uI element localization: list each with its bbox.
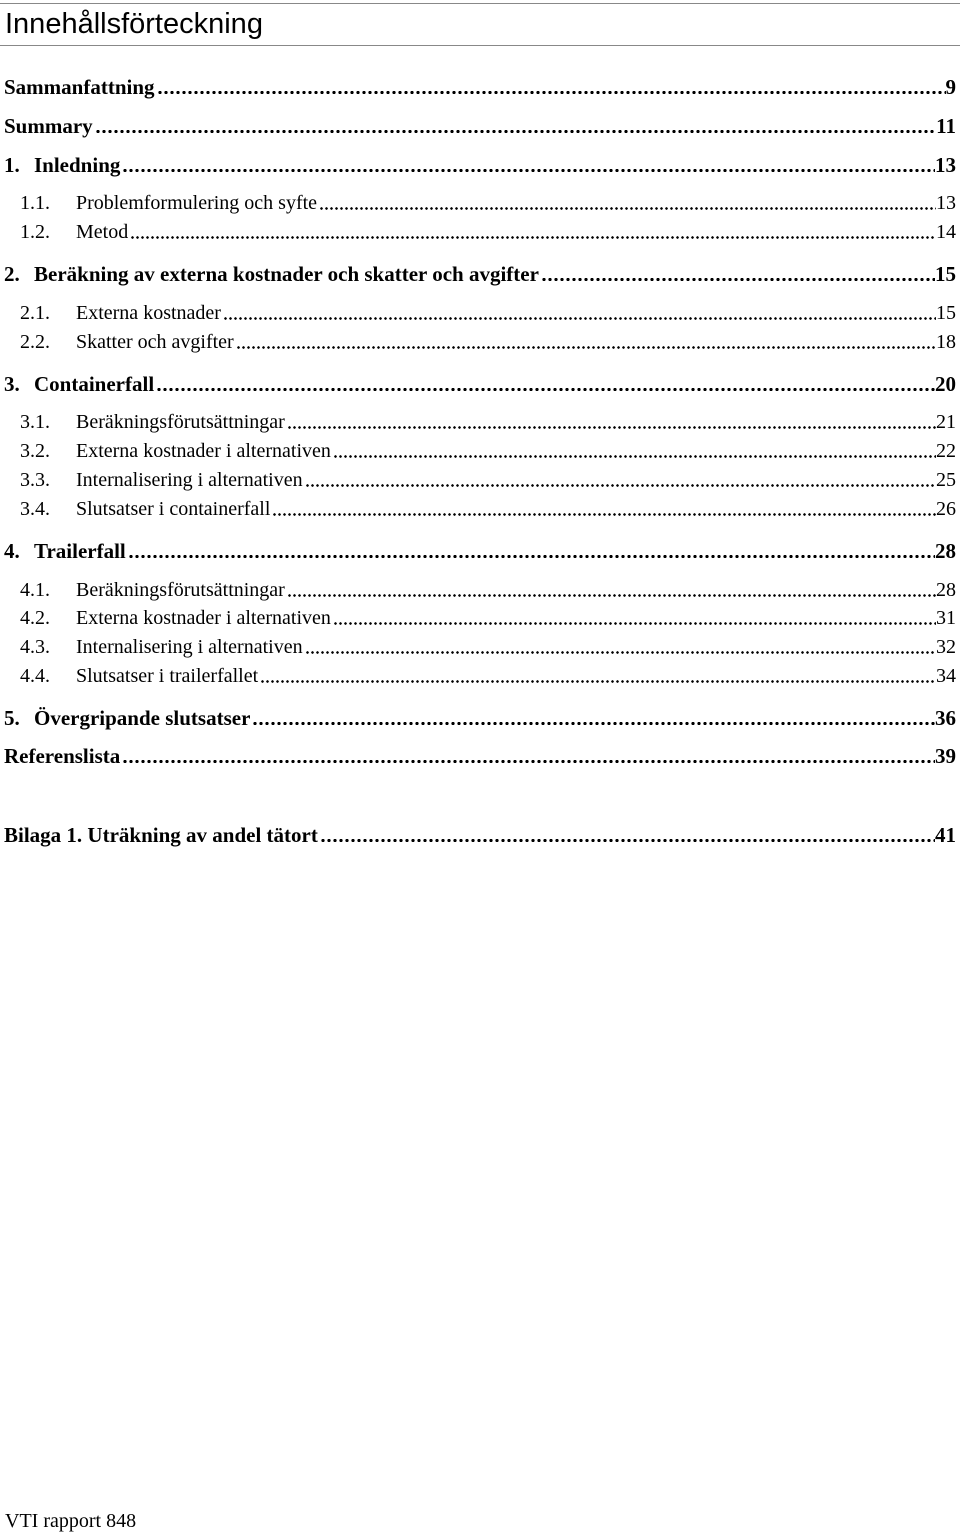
title-rule [0,45,960,46]
toc-entry-label: Övergripande slutsatser [34,706,251,730]
dot-leader [252,722,935,725]
toc-entry-label: Externa kostnader [76,302,221,324]
toc-entry-page: 20 [935,372,956,396]
toc-entry[interactable] [4,150,956,178]
dot-leader [333,455,936,458]
toc-entry-page: 11 [936,114,956,138]
toc-entry[interactable] [20,188,956,216]
toc-entry-number: 1.1. [20,192,50,214]
toc-entry-number: 3.2. [20,440,50,462]
dot-leader [333,622,936,625]
toc-entry-label: Externa kostnader i alternativen [76,440,331,462]
dot-leader [236,346,936,349]
toc-entry-page: 25 [936,469,956,491]
toc-entry[interactable] [4,703,956,731]
toc-entry-number: 4.1. [20,579,50,601]
toc-entry-number: 2. [4,262,20,286]
toc-entry-number: 5. [4,706,20,730]
toc-entry-page: 14 [936,221,956,243]
dot-leader [223,317,936,320]
toc-entry-label: Slutsatser i containerfall [76,498,271,520]
toc-entry-page: 28 [936,579,956,601]
toc-entry[interactable] [20,407,956,435]
dot-leader [319,207,936,210]
toc-entry-number: 3.1. [20,411,50,433]
toc-entry-number: 4.4. [20,665,50,687]
toc-entry-label: Trailerfall [34,539,126,563]
dot-leader [287,426,936,429]
dot-leader [305,651,936,654]
toc-entry[interactable] [20,575,956,603]
toc-entry[interactable] [20,603,956,631]
toc-entry-page: 26 [936,498,956,520]
dot-leader [272,513,936,516]
toc-entry-label: Beräkningsförutsättningar [76,411,285,433]
toc-entry[interactable] [4,741,956,769]
dot-leader [122,169,935,172]
footer-report-id: VTI rapport 848 [5,1510,137,1532]
toc-entry-page: 9 [945,75,956,99]
toc-entry[interactable] [20,465,956,493]
toc-entry-label: Internalisering i alternativen [76,636,303,658]
toc-entry-number: 2.1. [20,302,50,324]
page-title: Innehållsförteckning [5,8,263,40]
toc-entry-page: 22 [936,440,956,462]
toc-entry[interactable] [20,632,956,660]
toc-entry[interactable] [20,217,956,245]
toc-entry[interactable] [4,369,956,397]
toc-entry-number: 2.2. [20,331,50,353]
toc-entry[interactable] [20,327,956,355]
toc-entry-page: 15 [935,262,956,286]
toc-entry[interactable] [20,298,956,326]
dot-leader [305,484,936,487]
toc-entry[interactable] [20,661,956,689]
toc-entry-label: Beräkningsförutsättningar [76,579,285,601]
toc-entry-label: Skatter och avgifter [76,331,234,353]
toc-entry[interactable] [4,820,956,848]
dot-leader [156,388,935,391]
toc-entry-page: 36 [935,706,956,730]
toc-entry[interactable] [20,494,956,522]
toc-entry-label: Beräkning av externa kostnader och skatter och avgifter [34,262,539,286]
toc-entry-page: 31 [936,607,956,629]
dot-leader [157,91,946,94]
toc-entry[interactable] [4,259,956,287]
dot-leader [320,839,935,842]
toc-entry-page: 13 [936,192,956,214]
toc-entry-page: 34 [936,665,956,687]
dot-leader [95,130,936,133]
toc-entry-label: Slutsatser i trailerfallet [76,665,259,687]
toc-entry[interactable] [4,111,956,139]
toc-entry-page: 28 [935,539,956,563]
toc-entry-label: Problemformulering och syfte [76,192,318,214]
dot-leader [128,555,935,558]
toc-entry-page: 21 [936,411,956,433]
dot-leader [287,594,936,597]
toc-entry-label: Metod [76,221,129,243]
toc-entry-label: Containerfall [34,372,155,396]
toc-entry-number: 1. [4,153,20,177]
toc-entry-label: Referenslista [4,744,121,768]
toc-entry-number: 3.4. [20,498,50,520]
toc-entry-label: Inledning [34,153,121,177]
toc-entry-number: 4.3. [20,636,50,658]
toc-entry-label: Sammanfattning [4,75,155,99]
toc-entry-number: 3.3. [20,469,50,491]
toc-entry-label: Summary [4,114,93,138]
toc-entry-page: 15 [936,302,956,324]
toc-entry-number: 4.2. [20,607,50,629]
toc-entry-page: 13 [935,153,956,177]
toc-entry-label: Bilaga 1. Uträkning av andel tätort [4,823,318,847]
toc-entry-number: 1.2. [20,221,50,243]
toc-entry-page: 18 [936,331,956,353]
dot-leader [122,760,935,763]
toc-entry-page: 39 [935,744,956,768]
toc-entry-number: 4. [4,539,20,563]
toc-entry-label: Internalisering i alternativen [76,469,303,491]
toc-entry[interactable] [4,536,956,564]
toc-entry-page: 32 [936,636,956,658]
toc-entry-page: 41 [935,823,956,847]
dot-leader [260,680,936,683]
dot-leader [130,236,936,239]
dot-leader [541,278,935,281]
toc-entry-label: Externa kostnader i alternativen [76,607,331,629]
toc-entry-number: 3. [4,372,20,396]
toc-entry[interactable] [20,436,956,464]
toc-entry[interactable] [4,72,956,100]
